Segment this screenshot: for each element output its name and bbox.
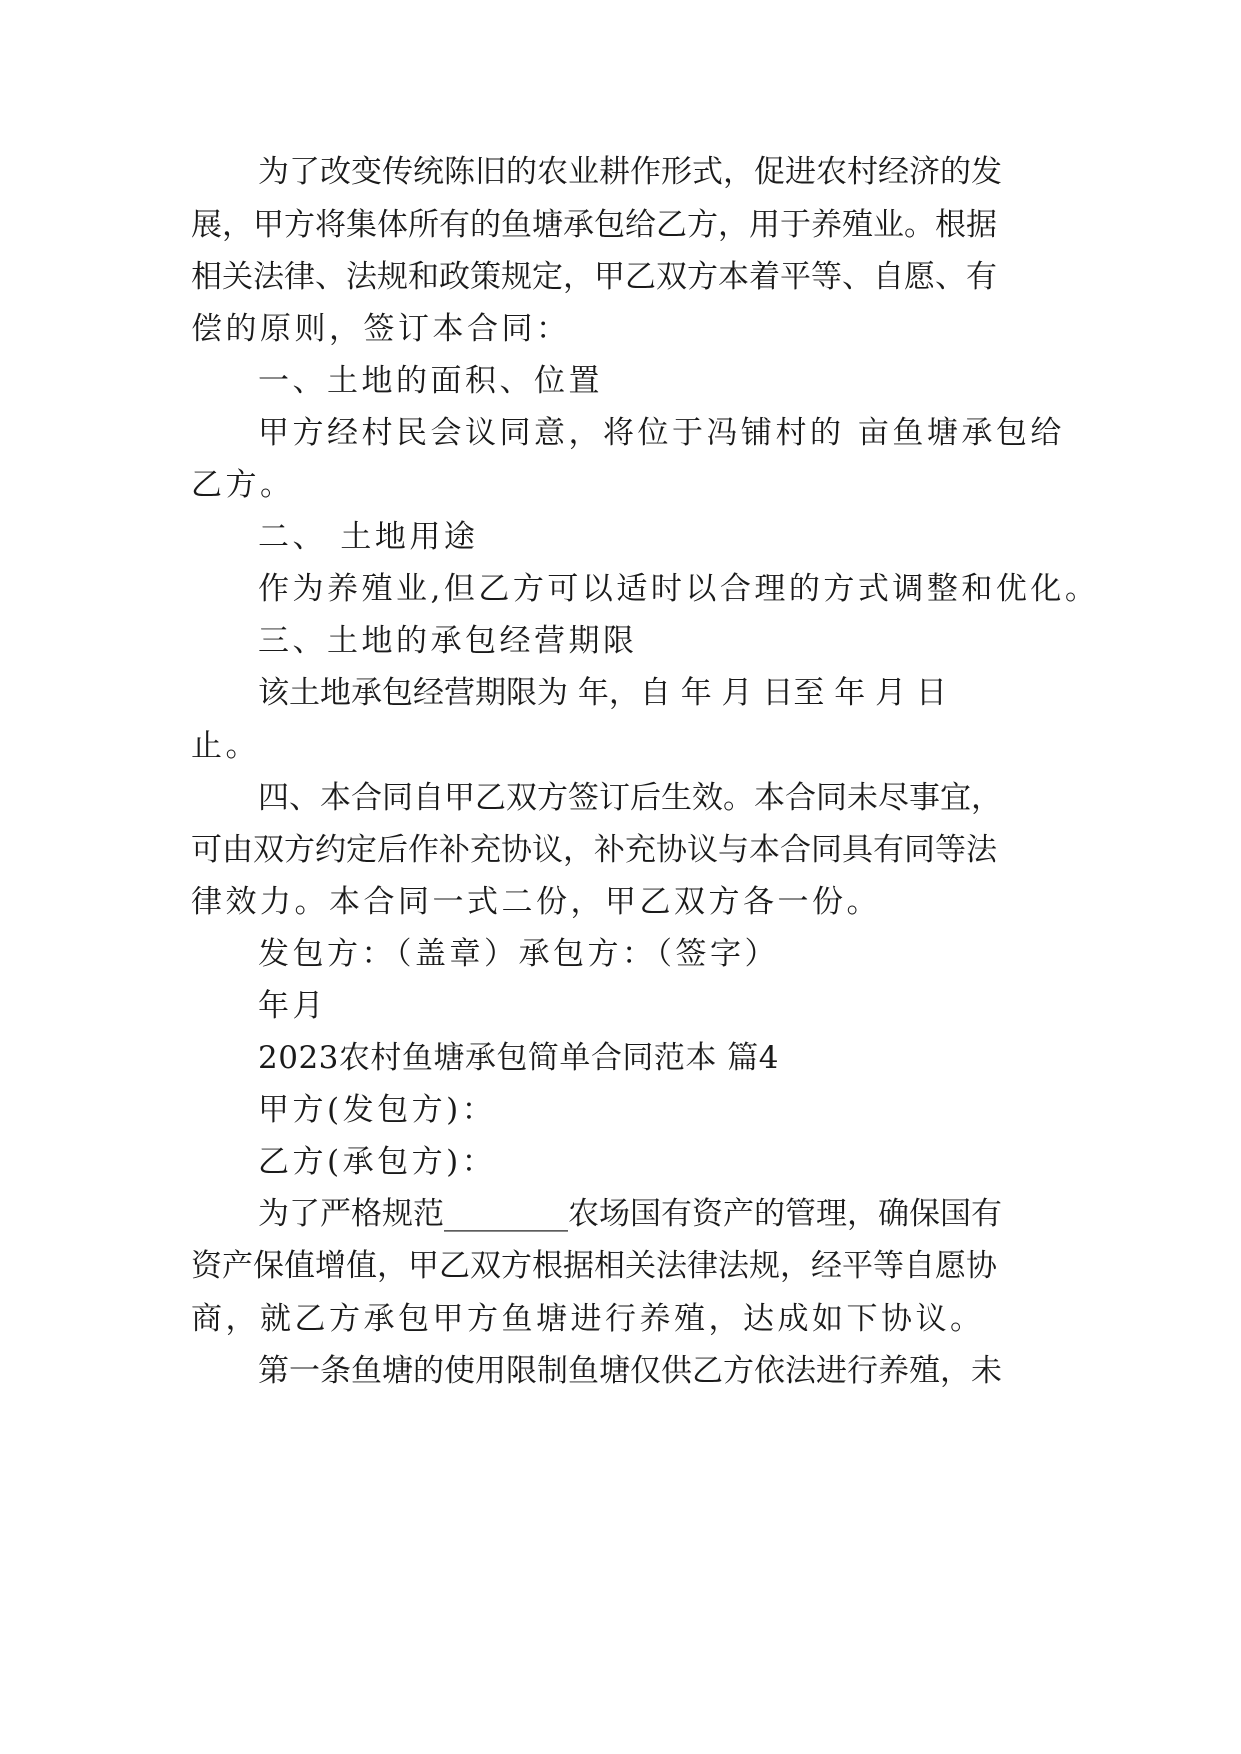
document-page: 为了改变传统陈旧的农业耕作形式，促进农村经济的发 展，甲方将集体所有的鱼塘承包给乙方，用于养殖业。根据 相关法律、法规和政策规定，甲乙双方本着平等、自愿、有 偿的原则，签订本合同： 一、土地的面积、位置 甲方经村民会议同意，将位于冯铺村的 亩鱼塘承包给 乙方。 二、 土地用途 作为养殖业,但乙方可以适时以合理的方式调整和优化。 三、土地的承包经营期限 该土地承包经营期限为 年，自 年 月 日至 年 月 日 止。 四、本合同自甲乙双方签订后生效。本合同未尽事宜， 可由双方约定后作补充协议，补充协议与本合同具有同等法 律效力。本合同一式二份，甲乙双方各一份。 发包方：（盖章）承包方：（签字） 年月 2023农村鱼塘承包简单合同范本 篇4 甲方(发包方)： 乙方(承包方)： 为了严格规范________农场国有资产的管理，确保国有 资产保值增值，甲乙双方根据相关法律法规，经平等自愿协 商，就乙方承包甲方鱼塘进行养殖，达成如下协议。 第一条鱼塘的使用限制鱼塘仅供乙方依法进行养殖，未 (191, 154, 1100, 1389)
